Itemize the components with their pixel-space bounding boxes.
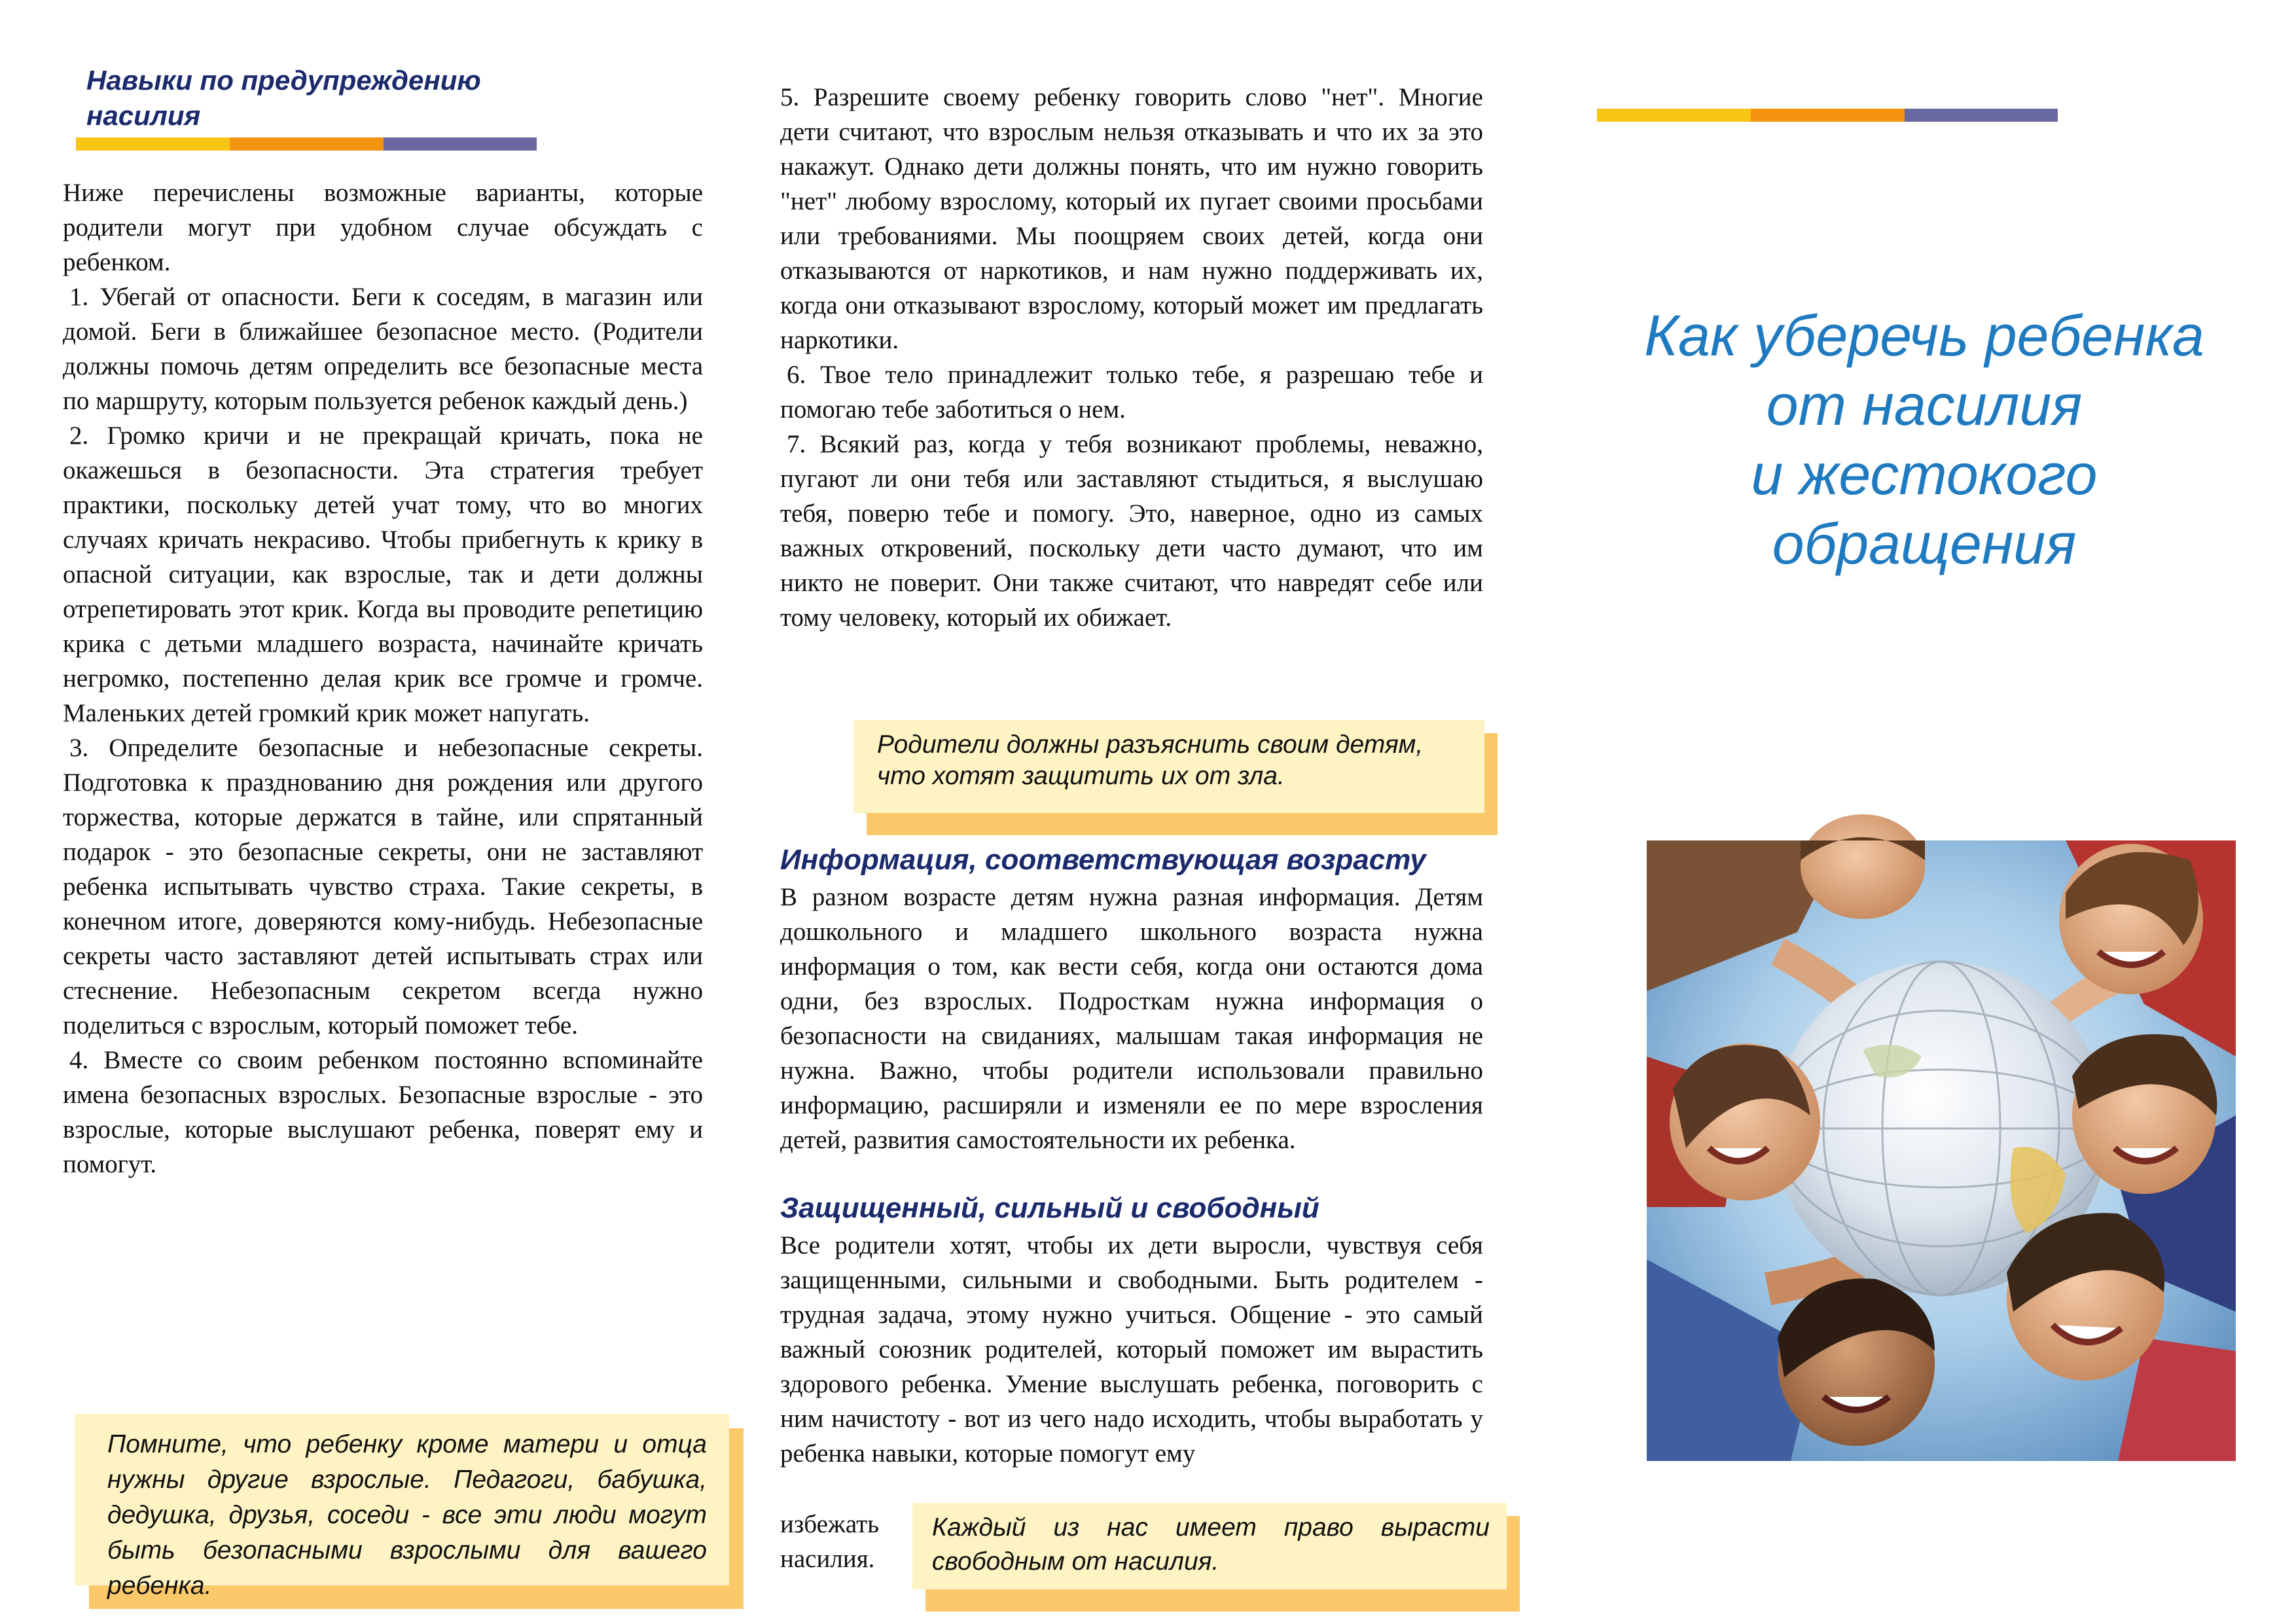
column-1 (63, 0, 707, 1624)
brochure-title: Как уберечь ребенка от насилия и жестокого обращения (1644, 303, 2204, 576)
paragraph: В разном возрасте детям нужна разная информация. Детям дошкольного и младшего школьного возраста нужна информация о том, как вести себя, когда они остаются дома одни, без взрослых. Подросткам нужна информация о безопасности на свиданиях, малышам такая информация не нужна. Важно, чтобы родители использовали правильно информацию, расширяли и изменяли ее по мере взросления детей, развития самостоятельности их ребенка. (780, 883, 1483, 1154)
list-item: 6. Твое тело принадлежит только тебе, я разрешаю тебе и помогаю тебе заботиться о нем. (780, 361, 1483, 424)
callout-protect: Родители должны разъяснить своим детям, что хотят защитить их от зла. (853, 720, 1508, 838)
section-heading-age-info: Информация, соответствующая возрасту (780, 844, 1426, 876)
callout-right-to-grow: Каждый из нас имеет право вырасти свободным от насилия. (912, 1503, 1528, 1614)
list-item: 1. Убегай от опасности. Беги к соседям, в магазин или домой. Беги в ближайшее безопасное место. (Родители должны помочь детям определить все безопасные места по маршруту, которым пользуется ребенок каждый день.) (63, 283, 703, 415)
list-item: 3. Определите безопасные и небезопасные секреты. Подготовка к празднованию дня рождения или другого торжества, которые держатся в тайне, или спрятанный подарок - это безопасные секреты, они не заставляют ребенка испытывать чувство страха. Такие секреты, в конечном итоге, доверяются кому-нибудь. Небезопасные секреты часто заставляют детей испытывать страх или стеснение. Небезопасным секретом всегда нужно поделиться с взрослым, который поможет тебе. (63, 734, 703, 1039)
rules-body (780, 80, 1483, 635)
skills-body (63, 175, 703, 1182)
column-2 (780, 0, 1520, 1624)
protected-body (780, 1228, 1483, 1471)
section-heading-skills: Навыки по предупреждению насилия (86, 65, 481, 131)
list-item: 4. Вместе со своим ребенком постоянно вспоминайте имена безопасных взрослых. Безопасные взрослые - это взрослые, которые выслушают ребенка, поверят ему и помогут. (63, 1046, 703, 1178)
age-info-body (780, 880, 1483, 1157)
tail-word-2: насилия. (780, 1545, 875, 1573)
paragraph: Ниже перечислены возможные варианты, которые родители могут при удобном случае обсуждать с ребенком. (63, 179, 703, 276)
paragraph: Все родители хотят, чтобы их дети выросли, чувствуя себя защищенными, сильными и свободными. Быть родителем - трудная задача, этому нужно учиться. Общение - это самый важный союзник родителей, который поможет им вырастить здорового ребенка. Умение выслушать ребенка, поговорить с ним начистоту - вот из чего надо исходить, чтобы выработать у ребенка навыки, которые помогут ему (780, 1231, 1483, 1468)
section-heading-protected: Защищенный, сильный и свободный (780, 1192, 1319, 1224)
list-item: 7. Всякий раз, когда у тебя возникают проблемы, неважно, пугают ли они тебя или заставляют стыдиться, я выслушаю тебя, поверю тебе и помогу. Это, наверное, одно из самых важных откровений, поскольку дети часто думают, что им никто не поверит. Они также считают, что навредят себе или тому человеку, который их обижает. (780, 430, 1483, 632)
tail-word-1: избежать (780, 1510, 879, 1538)
list-item: 5. Разрешите своему ребенку говорить слово "нет". Многие дети считают, что взрослым нельзя отказывать и что их за это накажут. Однако дети должны понять, что им нужно говорить "нет" любому взрослому, который их пугает своими просьбами или требованиями. Мы поощряем своих детей, когда они отказываются от наркотиков, и нам нужно поддерживать их, когда они отказывают взрослому, который может им предлагать наркотики. (780, 83, 1483, 354)
heading-stripe (76, 137, 537, 151)
list-item: 2. Громко кричи и не прекращай кричать, пока не окажешься в безопасности. Эта стратегия требует практики, поскольку детей учат тому, что во многих случаях кричать некрасиво. Чтобы прибегнуть к крику в опасной ситуации, как взрослые, так и дети должны отрепетировать этот крик. Когда вы проводите репетицию крика с детьми младшего возраста, начинайте кричать негромко, постепенно делая крик все громче и громче. Маленьких детей громкий крик может напугать. (63, 422, 703, 727)
callout-safe-adults: Помните, что ребенку кроме матери и отца нужны другие взрослые. Педагоги, бабушка, дедушка, друзья, соседи - все эти люди могут быть безопасными взрослыми для вашего ребенка. (75, 1414, 749, 1610)
children-globe-photo (1647, 840, 2236, 1461)
title-stripe (1597, 109, 2058, 122)
